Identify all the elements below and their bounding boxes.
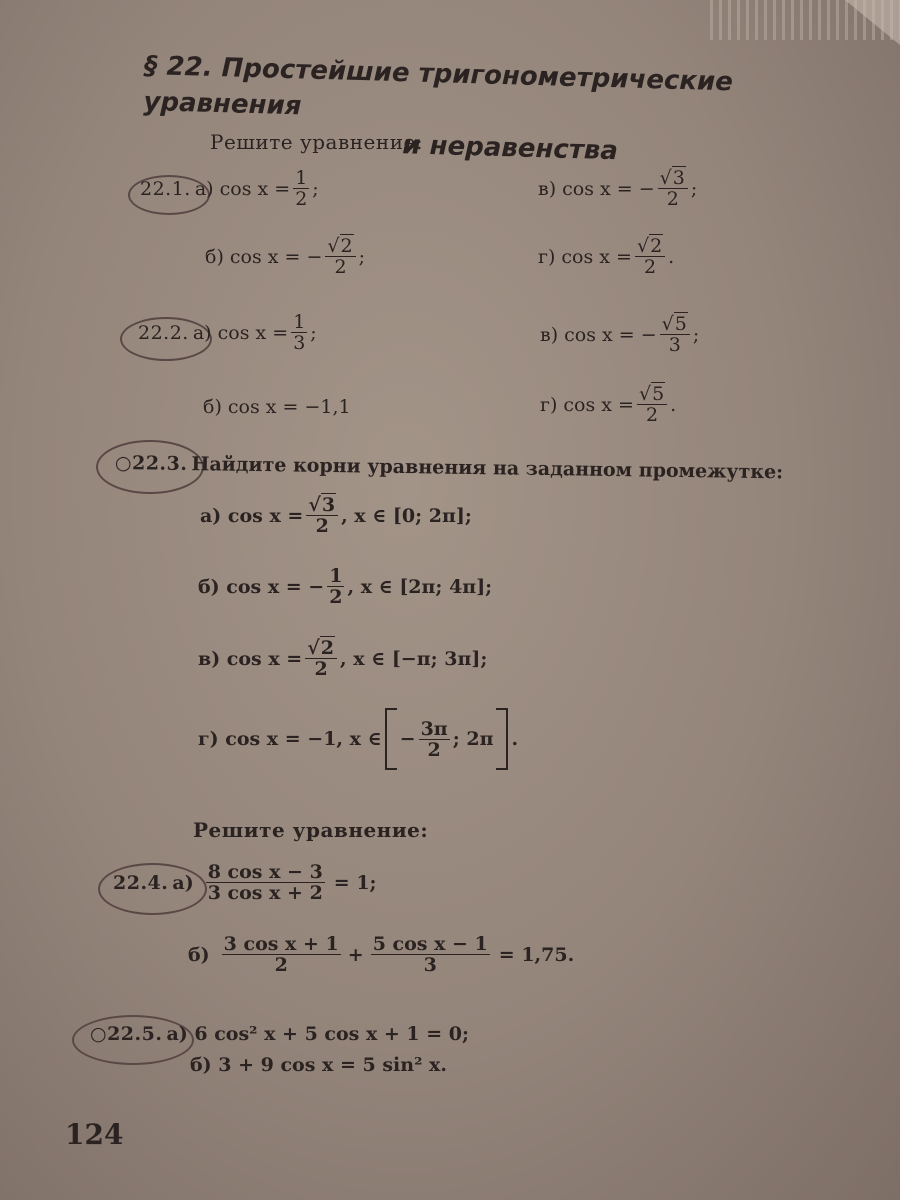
fraction <box>206 862 325 903</box>
problem-number-22-2: 22.2. <box>138 321 189 344</box>
numerator: √2 <box>305 638 337 659</box>
fraction <box>305 638 337 679</box>
problem-number-22-1: 22.1. <box>140 177 191 200</box>
numerator: √2 <box>635 236 665 257</box>
punct: ; <box>310 321 317 344</box>
denominator: 2 <box>274 954 288 976</box>
fraction <box>635 236 665 277</box>
denominator: 2 <box>427 738 441 761</box>
fraction <box>325 236 355 277</box>
numerator: 1 <box>329 565 343 587</box>
denominator: 2 <box>644 256 657 278</box>
punct: ; <box>690 177 698 200</box>
plus-sign: + <box>347 943 364 966</box>
numerator: 8 cos x − 3 <box>207 861 323 883</box>
section-title-line1: § 22. Простейшие тригонометрические уравнения <box>143 50 734 122</box>
punct: ; <box>312 177 319 200</box>
radicand: 2 <box>650 235 663 257</box>
equation-rhs: = 1; <box>333 871 377 894</box>
denominator: 2 <box>329 586 343 608</box>
problem-22-3-statement <box>115 452 783 483</box>
punct: ; <box>692 323 700 346</box>
label: а) cos x = <box>194 177 291 200</box>
punct: ; <box>358 245 366 268</box>
label: а) <box>172 871 194 894</box>
problem-22-2-g <box>540 384 676 425</box>
denominator: 2 <box>314 658 328 680</box>
problem-22-3-a <box>200 495 472 536</box>
equation-rhs: = 1,75. <box>498 943 575 966</box>
numerator: √3 <box>658 168 688 189</box>
page-number: 124 <box>65 1118 124 1151</box>
numerator: 3 cos x + 1 <box>223 933 339 955</box>
numerator: √3 <box>306 495 338 516</box>
numerator: 1 <box>293 311 306 333</box>
fraction-1 <box>222 934 341 975</box>
radicand: 3 <box>321 494 336 516</box>
denominator: 2 <box>295 188 308 210</box>
label: б) <box>188 943 210 966</box>
interval: , x ∈ [0; 2π]; <box>341 504 472 527</box>
equation: а) 6 cos² x + 5 cos x + 1 = 0; <box>166 1023 470 1045</box>
problem-22-5-a <box>90 1023 469 1045</box>
label: б) cos x = − <box>198 575 325 598</box>
minus-sign: − <box>399 728 416 750</box>
equation: б) 3 + 9 cos x = 5 sin² x. <box>190 1054 447 1076</box>
label: а) cos x = <box>192 321 289 344</box>
problem-22-2-a <box>138 312 317 353</box>
problem-22-4-a <box>113 862 377 903</box>
fraction <box>327 566 344 607</box>
label: б) cos x = − <box>205 245 323 268</box>
radicand: 2 <box>320 637 334 659</box>
label: г) cos x = −1, x ∈ <box>198 728 382 750</box>
denominator: 2 <box>315 515 329 537</box>
right-bracket <box>496 708 508 770</box>
radicand: 5 <box>652 383 665 405</box>
label: в) cos x = − <box>540 323 657 346</box>
numerator: 1 <box>295 167 308 189</box>
section-title-line2: и неравенства <box>401 130 619 167</box>
label: в) cos x = − <box>538 177 655 200</box>
problem-number-22-3: ○22.3. <box>114 452 188 476</box>
label: а) cos x = <box>200 504 304 527</box>
denominator: 2 <box>646 404 659 426</box>
problem-22-5-b <box>190 1054 447 1076</box>
left-bracket <box>385 708 397 770</box>
problem-22-1-g <box>538 236 674 277</box>
fraction <box>419 719 450 760</box>
problem-22-2-b <box>203 396 351 418</box>
label: г) cos x = <box>540 393 634 416</box>
interval: , x ∈ [2π; 4π]; <box>347 575 493 598</box>
problem-number-22-4: 22.4. <box>113 871 169 894</box>
numerator: √5 <box>637 384 667 405</box>
radicand: 5 <box>674 313 687 335</box>
problem-22-1-b <box>205 236 365 277</box>
punct: . <box>670 393 677 416</box>
denominator: 3 <box>293 332 306 354</box>
statement-text: Найдите корни уравнения на заданном промежутке: <box>191 453 784 484</box>
fraction <box>658 168 688 209</box>
numerator: √2 <box>325 236 355 257</box>
fraction <box>291 312 307 353</box>
fraction <box>637 384 667 425</box>
denominator: 3 <box>423 954 437 976</box>
numerator: 5 cos x − 1 <box>372 933 488 955</box>
radicand: 3 <box>672 167 685 189</box>
problem-22-3-g <box>198 708 518 770</box>
fraction <box>293 168 309 209</box>
punct: . <box>668 245 675 268</box>
problem-22-4-b <box>188 934 574 975</box>
problem-22-3-b <box>198 566 492 607</box>
denominator: 3 cos x + 2 <box>207 882 323 904</box>
section-title <box>142 48 845 176</box>
interval: , x ∈ [−π; 3π]; <box>339 647 488 670</box>
instruction-solve: Решите уравнение: <box>210 130 424 154</box>
denominator: 3 <box>668 334 681 356</box>
numerator: √5 <box>660 314 690 335</box>
label: в) cos x = <box>198 647 303 670</box>
numerator: 3π <box>420 717 448 740</box>
problem-22-3-v <box>198 638 487 679</box>
instruction-solve-2: Решите уравнение: <box>193 818 429 842</box>
problem-22-1-v <box>538 168 697 209</box>
equation: б) cos x = −1,1 <box>203 396 351 418</box>
fraction-2 <box>371 934 490 975</box>
label: г) cos x = <box>538 245 632 268</box>
denominator: 2 <box>666 188 679 210</box>
fraction <box>306 495 338 536</box>
interval-end: ; 2π <box>452 728 494 750</box>
problem-number-22-5: ○22.5. <box>90 1023 163 1045</box>
fraction <box>660 314 690 355</box>
problem-22-2-v <box>540 314 699 355</box>
radicand: 2 <box>340 235 353 257</box>
problem-22-1-a <box>140 168 319 209</box>
denominator: 2 <box>334 256 347 278</box>
punct: . <box>511 728 519 750</box>
